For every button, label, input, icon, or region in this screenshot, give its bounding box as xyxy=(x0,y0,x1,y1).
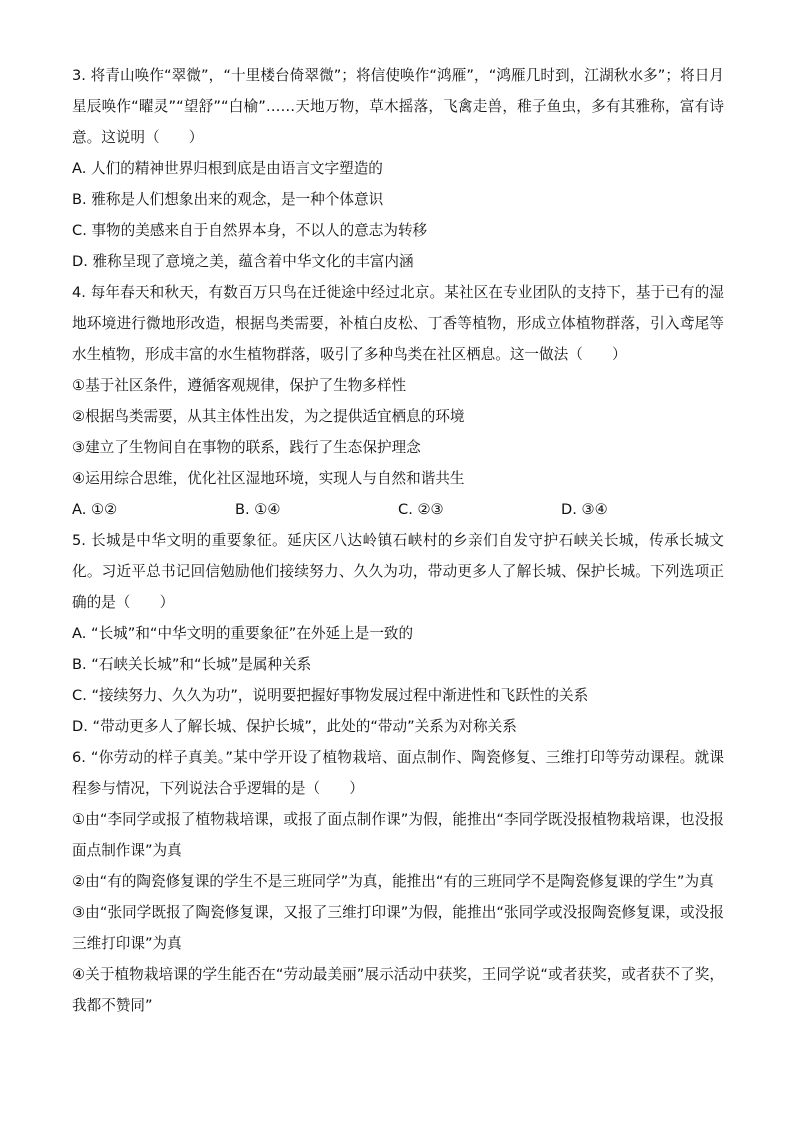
question-5-option-c: C. “接续努力、久久为功”，说明要把握好事物发展过程中渐进性和飞跃性的关系 xyxy=(72,687,589,704)
question-4-statement-1: ①基于社区条件，遵循客观规律，保护了生物多样性 xyxy=(72,377,407,394)
question-6-statement-2: ②由“有的陶瓷修复课的学生不是三班同学”为真，能推出“有的三班同学不是陶瓷修复课的学生”为真 xyxy=(72,873,714,890)
question-4-statement-3: ③建立了生物间自在事物的联系，践行了生态保护理念 xyxy=(72,439,421,456)
question-4-statement-4: ④运用综合思维，优化社区湿地环境，实现人与自然和谐共生 xyxy=(72,470,465,487)
question-4-stem: 4. 每年春天和秋天，有数百万只鸟在迁徙途中经过北京。某社区在专业团队的支持下，基于已有的湿地环境进行微地形改造，根据鸟类需要，补植白皮松、丁香等植物，形成立体植物群落，引入鸢尾等水生植物，形成丰富的水生植物群落，吸引了多种鸟类在社区栖息。这一做法（ ） xyxy=(72,284,724,363)
question-4-option-b: B. ①④ xyxy=(235,501,281,518)
exam-page xyxy=(72,60,724,1021)
question-4-option-a: A. ①② xyxy=(72,501,118,518)
question-3-option-c: C. 事物的美感来自于自然界本身，不以人的意志为转移 xyxy=(72,222,428,239)
question-3-stem: 3. 将青山唤作“翠微”，“十里楼台倚翠微”；将信使唤作“鸿雁”，“鸿雁几时到，江湖秋水多”；将日月星辰唤作“曜灵”“望舒”“白榆”……天地万物，草木摇落，飞禽走兽，稚子鱼虫，多有其雅称，富有诗意。这说明（ ） xyxy=(72,67,724,146)
question-4-options xyxy=(72,494,724,525)
question-3 xyxy=(72,60,724,277)
question-5-stem: 5. 长城是中华文明的重要象征。延庆区八达岭镇石峡村的乡亲们自发守护石峡关长城，传承长城文化。习近平总书记回信勉励他们接续努力、久久为功，带动更多人了解长城、保护长城。下列选项正确的是（ ） xyxy=(72,532,724,611)
question-3-option-d: D. 雅称呈现了意境之美，蕴含着中华文化的丰富内涵 xyxy=(72,253,414,270)
question-6 xyxy=(72,742,724,1021)
question-5-option-b: B. “石峡关长城”和“长城”是属种关系 xyxy=(72,656,312,673)
question-4-statement-2: ②根据鸟类需要，从其主体性出发，为之提供适宜栖息的环境 xyxy=(72,408,465,425)
question-6-statement-4: ④关于植物栽培课的学生能否在“劳动最美丽”展示活动中获奖，王同学说“或者获奖，或者获不了奖，我都不赞同” xyxy=(72,966,724,1014)
question-3-option-a: A. 人们的精神世界归根到底是由语言文字塑造的 xyxy=(72,160,383,177)
question-4-option-d: D. ③④ xyxy=(561,501,608,518)
question-4 xyxy=(72,277,724,525)
question-6-statement-3: ③由“张同学既报了陶瓷修复课，又报了三维打印课”为假，能推出“张同学或没报陶瓷修复课，或没报三维打印课”为真 xyxy=(72,904,724,952)
question-6-stem: 6. “你劳动的样子真美。”某中学开设了植物栽培、面点制作、陶瓷修复、三维打印等劳动课程。就课程参与情况，下列说法合乎逻辑的是（ ） xyxy=(72,749,724,797)
question-3-option-b: B. 雅称是人们想象出来的观念，是一种个体意识 xyxy=(72,191,384,208)
question-5-option-a: A. “长城”和“中华文明的重要象征”在外延上是一致的 xyxy=(72,625,414,642)
question-4-option-c: C. ②③ xyxy=(398,501,444,518)
question-5-option-d: D. “带动更多人了解长城、保护长城”，此处的“带动”关系为对称关系 xyxy=(72,718,517,735)
question-5 xyxy=(72,525,724,742)
question-6-statement-1: ①由“李同学或报了植物栽培课，或报了面点制作课”为假，能推出“李同学既没报植物栽培课，也没报面点制作课”为真 xyxy=(72,811,724,859)
